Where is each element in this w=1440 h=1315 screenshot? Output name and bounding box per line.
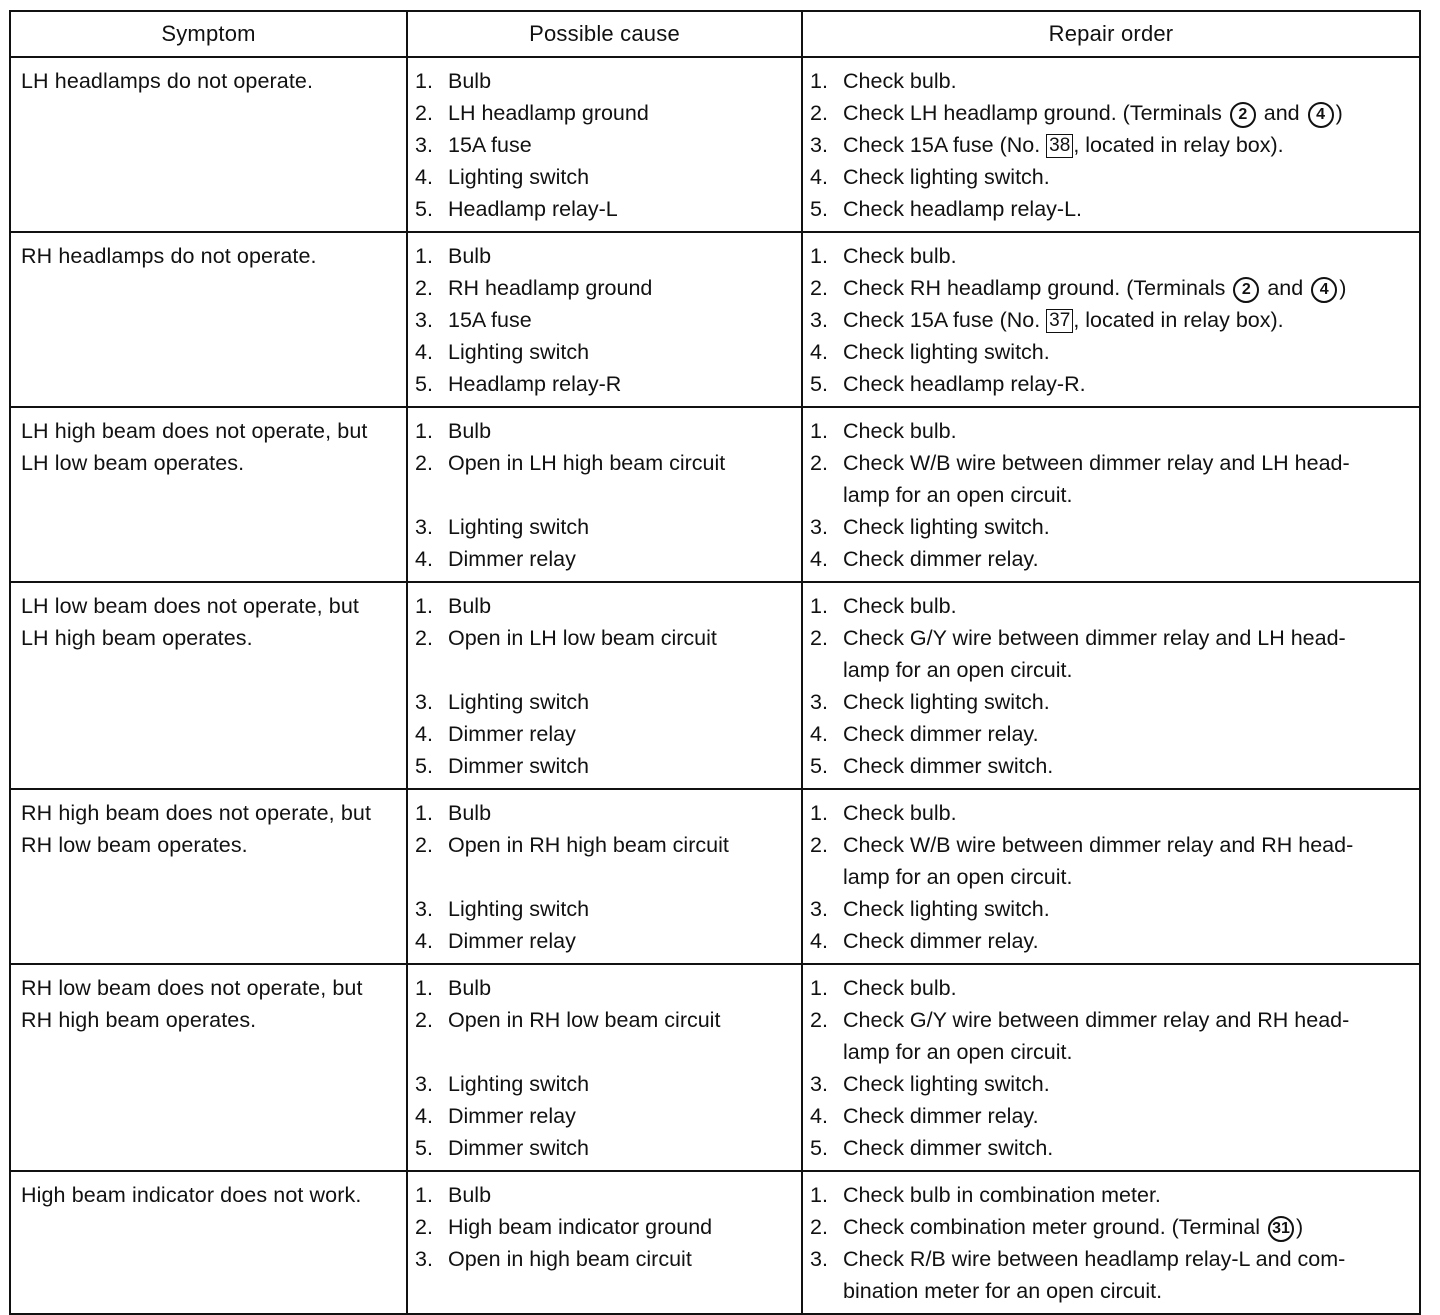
repair-item (803, 590, 1419, 622)
cause-item (408, 304, 801, 336)
terminal-number-circle: 4 (1308, 102, 1334, 128)
repair-item (803, 161, 1419, 193)
repair-cell (802, 232, 1420, 407)
repair-text-continued: lamp for an open circuit. (843, 1040, 1073, 1064)
cause-item (408, 1243, 801, 1275)
repair-text: Check bulb. (843, 419, 957, 443)
repair-cell (802, 789, 1420, 964)
item-number: 1. (810, 594, 828, 618)
item-number: 3. (810, 897, 828, 921)
cause-text: Bulb (448, 801, 492, 825)
repair-text: Check headlamp relay-L. (843, 197, 1083, 221)
repair-text: Check W/B wire between dimmer relay and LH head- (843, 451, 1350, 475)
cause-item (408, 129, 801, 161)
repair-item (803, 1132, 1419, 1164)
item-number: 4. (810, 340, 828, 364)
terminal-number-circle: 31 (1268, 1216, 1294, 1242)
spacer (408, 1275, 801, 1307)
repair-cell (802, 57, 1420, 232)
cause-item (408, 972, 801, 1004)
repair-item (803, 925, 1419, 957)
item-number: 1. (810, 1183, 828, 1207)
table-row (10, 57, 1420, 232)
fuse-number-box: 38 (1046, 134, 1073, 158)
diagnosis-table (9, 10, 1421, 1315)
table-row (10, 582, 1420, 789)
item-number: 5. (810, 372, 828, 396)
item-number: 2. (810, 833, 828, 857)
header-repair-order: Repair order (802, 11, 1420, 57)
repair-item (803, 336, 1419, 368)
repair-item (803, 447, 1419, 479)
repair-text: Check lighting switch. (843, 690, 1050, 714)
spacer (408, 654, 801, 686)
fuse-number-box: 37 (1046, 309, 1073, 333)
cause-cell (407, 232, 802, 407)
repair-item (803, 1068, 1419, 1100)
cause-item (408, 1004, 801, 1036)
symptom-cell (10, 582, 407, 789)
item-number: 3. (810, 690, 828, 714)
item-number: 4. (415, 722, 433, 746)
repair-item (803, 193, 1419, 225)
repair-text: Check dimmer switch. (843, 754, 1054, 778)
header-possible-cause: Possible cause (407, 11, 802, 57)
cause-text: Lighting switch (448, 340, 590, 364)
cause-item (408, 590, 801, 622)
repair-item (803, 272, 1419, 304)
cause-text: Open in RH high beam circuit (448, 833, 729, 857)
repair-item (803, 622, 1419, 654)
cause-text: Dimmer relay (448, 1104, 576, 1128)
cause-text: Headlamp relay-R (448, 372, 622, 396)
repair-text: Check G/Y wire between dimmer relay and RH head- (843, 1008, 1350, 1032)
cause-text: Dimmer switch (448, 1136, 589, 1160)
repair-text: Check G/Y wire between dimmer relay and LH head- (843, 626, 1346, 650)
item-number: 1. (415, 976, 433, 1000)
cause-item (408, 65, 801, 97)
repair-text: Check headlamp relay-R. (843, 372, 1086, 396)
symptom-cell (10, 789, 407, 964)
repair-item (803, 686, 1419, 718)
repair-text: Check 15A fuse (No. 37 , located in relay box). (843, 308, 1284, 332)
repair-text: Check bulb. (843, 801, 957, 825)
repair-text: Check dimmer switch. (843, 1136, 1054, 1160)
terminal-number-circle: 2 (1230, 102, 1256, 128)
item-number: 1. (810, 244, 828, 268)
item-number: 4. (415, 929, 433, 953)
symptom-text: RH high beam does not operate, but (21, 801, 372, 825)
table-row (10, 1171, 1420, 1314)
repair-item (803, 129, 1419, 161)
item-number: 4. (810, 1104, 828, 1128)
repair-item (803, 415, 1419, 447)
cause-text: Bulb (448, 244, 492, 268)
item-number: 1. (810, 976, 828, 1000)
repair-text: Check combination meter ground. (Terminal 31 ) (843, 1211, 1303, 1243)
symptom-text: RH low beam operates. (21, 833, 248, 857)
item-number: 3. (810, 1247, 828, 1271)
item-number: 4. (415, 340, 433, 364)
repair-item (803, 304, 1419, 336)
repair-text: Check lighting switch. (843, 340, 1050, 364)
symptom-cell (10, 1171, 407, 1314)
cause-text: Bulb (448, 1183, 492, 1207)
item-number: 2. (415, 276, 433, 300)
table-row (10, 407, 1420, 582)
spacer (408, 861, 801, 893)
item-number: 2. (415, 1215, 433, 1239)
cause-item (408, 686, 801, 718)
repair-cell (802, 407, 1420, 582)
repair-text-continued: bination meter for an open circuit. (843, 1279, 1163, 1303)
item-number: 4. (810, 547, 828, 571)
item-number: 3. (415, 690, 433, 714)
repair-text-continued: lamp for an open circuit. (843, 658, 1073, 682)
item-number: 4. (415, 1104, 433, 1128)
repair-text: Check bulb in combination meter. (843, 1183, 1161, 1207)
cause-item (408, 1100, 801, 1132)
cause-text: Bulb (448, 419, 492, 443)
cause-text: LH headlamp ground (448, 101, 649, 125)
repair-item (803, 65, 1419, 97)
table-row (10, 789, 1420, 964)
cause-text: Dimmer relay (448, 929, 576, 953)
item-number: 1. (415, 69, 433, 93)
repair-item (803, 750, 1419, 782)
item-number: 5. (810, 1136, 828, 1160)
header-symptom: Symptom (10, 11, 407, 57)
cause-item (408, 718, 801, 750)
cause-item (408, 925, 801, 957)
cause-item (408, 368, 801, 400)
spacer (408, 479, 801, 511)
repair-item (803, 511, 1419, 543)
item-number: 2. (415, 1008, 433, 1032)
item-number: 5. (415, 754, 433, 778)
item-number: 2. (810, 626, 828, 650)
cause-text: 15A fuse (448, 308, 532, 332)
repair-text-continued: lamp for an open circuit. (843, 483, 1073, 507)
item-number: 1. (810, 801, 828, 825)
repair-text: Check dimmer relay. (843, 929, 1039, 953)
repair-text: Check bulb. (843, 244, 957, 268)
cause-item (408, 750, 801, 782)
symptom-text: LH low beam operates. (21, 451, 245, 475)
repair-cell (802, 964, 1420, 1171)
repair-text: Check lighting switch. (843, 165, 1050, 189)
repair-item (803, 718, 1419, 750)
item-number: 5. (810, 197, 828, 221)
symptom-text: LH headlamps do not operate. (21, 69, 314, 93)
cause-cell (407, 57, 802, 232)
repair-text: Check bulb. (843, 594, 957, 618)
repair-item (803, 240, 1419, 272)
cause-item (408, 622, 801, 654)
repair-text: Check lighting switch. (843, 897, 1050, 921)
item-number: 3. (415, 133, 433, 157)
cause-text: Dimmer relay (448, 547, 576, 571)
repair-text: Check lighting switch. (843, 515, 1050, 539)
item-number: 5. (415, 372, 433, 396)
cause-item (408, 161, 801, 193)
cause-item (408, 893, 801, 925)
cause-item (408, 797, 801, 829)
symptom-text: LH high beam operates. (21, 626, 253, 650)
symptom-text: LH low beam does not operate, but (21, 594, 359, 618)
item-number: 3. (810, 515, 828, 539)
item-number: 2. (810, 101, 828, 125)
cause-cell (407, 407, 802, 582)
item-number: 3. (415, 308, 433, 332)
repair-item (803, 972, 1419, 1004)
cause-item (408, 447, 801, 479)
cause-text: Headlamp relay-L (448, 197, 618, 221)
item-number: 3. (415, 1072, 433, 1096)
item-number: 5. (415, 197, 433, 221)
repair-text: Check 15A fuse (No. 38 , located in relay box). (843, 133, 1284, 157)
item-number: 4. (415, 165, 433, 189)
item-number: 1. (415, 419, 433, 443)
item-number: 2. (810, 451, 828, 475)
cause-text: Bulb (448, 976, 492, 1000)
repair-text: Check dimmer relay. (843, 547, 1039, 571)
item-number: 1. (415, 244, 433, 268)
repair-item (803, 1179, 1419, 1211)
item-number: 3. (415, 1247, 433, 1271)
cause-text: Open in LH low beam circuit (448, 626, 717, 650)
cause-text: Bulb (448, 69, 492, 93)
table-row (10, 232, 1420, 407)
cause-text: 15A fuse (448, 133, 532, 157)
cause-text: Open in RH low beam circuit (448, 1008, 721, 1032)
cause-text: Bulb (448, 594, 492, 618)
item-number: 1. (415, 594, 433, 618)
repair-item (803, 1004, 1419, 1036)
symptom-cell (10, 964, 407, 1171)
cause-text: Dimmer switch (448, 754, 589, 778)
item-number: 2. (810, 1215, 828, 1239)
item-number: 5. (810, 754, 828, 778)
item-number: 5. (415, 1136, 433, 1160)
cause-item (408, 336, 801, 368)
symptom-text: RH low beam does not operate, but (21, 976, 363, 1000)
item-number: 3. (415, 515, 433, 539)
item-number: 1. (810, 419, 828, 443)
item-number: 2. (415, 626, 433, 650)
item-number: 2. (415, 101, 433, 125)
cause-cell (407, 1171, 802, 1314)
terminal-number-circle: 4 (1311, 277, 1337, 303)
repair-cell (802, 582, 1420, 789)
symptom-text: RH high beam operates. (21, 1008, 257, 1032)
repair-item (803, 543, 1419, 575)
repair-item (803, 797, 1419, 829)
cause-item (408, 1179, 801, 1211)
terminal-number-circle: 2 (1233, 277, 1259, 303)
item-number: 1. (415, 1183, 433, 1207)
item-number: 4. (810, 165, 828, 189)
cause-item (408, 543, 801, 575)
item-number: 3. (810, 308, 828, 332)
repair-item (803, 1100, 1419, 1132)
cause-item (408, 415, 801, 447)
item-number: 2. (415, 451, 433, 475)
cause-item (408, 97, 801, 129)
repair-item (803, 368, 1419, 400)
cause-text: Lighting switch (448, 690, 590, 714)
repair-text: Check R/B wire between headlamp relay-L and com- (843, 1247, 1346, 1271)
cause-item (408, 240, 801, 272)
header-row (10, 11, 1420, 57)
item-number: 2. (810, 276, 828, 300)
item-number: 4. (415, 547, 433, 571)
item-number: 4. (810, 929, 828, 953)
cause-item (408, 829, 801, 861)
symptom-cell (10, 232, 407, 407)
cause-text: RH headlamp ground (448, 276, 653, 300)
repair-cell (802, 1171, 1420, 1314)
repair-item (803, 97, 1419, 129)
cause-text: Open in high beam circuit (448, 1247, 692, 1271)
item-number: 3. (810, 133, 828, 157)
symptom-cell (10, 57, 407, 232)
cause-item (408, 511, 801, 543)
repair-text: Check dimmer relay. (843, 722, 1039, 746)
cause-text: Lighting switch (448, 515, 590, 539)
repair-item (803, 1243, 1419, 1275)
cause-text: High beam indicator ground (448, 1215, 713, 1239)
cause-text: Lighting switch (448, 897, 590, 921)
item-number: 3. (810, 1072, 828, 1096)
item-number: 1. (810, 69, 828, 93)
cause-item (408, 1068, 801, 1100)
cause-text: Lighting switch (448, 165, 590, 189)
symptom-text: LH high beam does not operate, but (21, 419, 368, 443)
item-number: 1. (415, 801, 433, 825)
repair-text: Check bulb. (843, 69, 957, 93)
repair-text: Check LH headlamp ground. (Terminals 2 and 4 ) (843, 97, 1343, 129)
cause-cell (407, 789, 802, 964)
repair-text-continued: lamp for an open circuit. (843, 865, 1073, 889)
item-number: 2. (810, 1008, 828, 1032)
item-number: 4. (810, 722, 828, 746)
symptom-text: High beam indicator does not work. (21, 1183, 362, 1207)
repair-text: Check lighting switch. (843, 1072, 1050, 1096)
repair-item (803, 1211, 1419, 1243)
spacer (408, 1036, 801, 1068)
repair-item (803, 829, 1419, 861)
cause-cell (407, 582, 802, 789)
symptom-cell (10, 407, 407, 582)
repair-text: Check dimmer relay. (843, 1104, 1039, 1128)
item-number: 2. (415, 833, 433, 857)
repair-text: Check bulb. (843, 976, 957, 1000)
cause-item (408, 272, 801, 304)
cause-item (408, 1132, 801, 1164)
repair-text: Check RH headlamp ground. (Terminals 2 and 4 ) (843, 272, 1346, 304)
cause-item (408, 193, 801, 225)
repair-item (803, 893, 1419, 925)
cause-item (408, 1211, 801, 1243)
cause-text: Dimmer relay (448, 722, 576, 746)
cause-cell (407, 964, 802, 1171)
table-row (10, 964, 1420, 1171)
cause-text: Lighting switch (448, 1072, 590, 1096)
symptom-text: RH headlamps do not operate. (21, 244, 317, 268)
cause-text: Open in LH high beam circuit (448, 451, 726, 475)
repair-text: Check W/B wire between dimmer relay and RH head- (843, 833, 1354, 857)
item-number: 3. (415, 897, 433, 921)
